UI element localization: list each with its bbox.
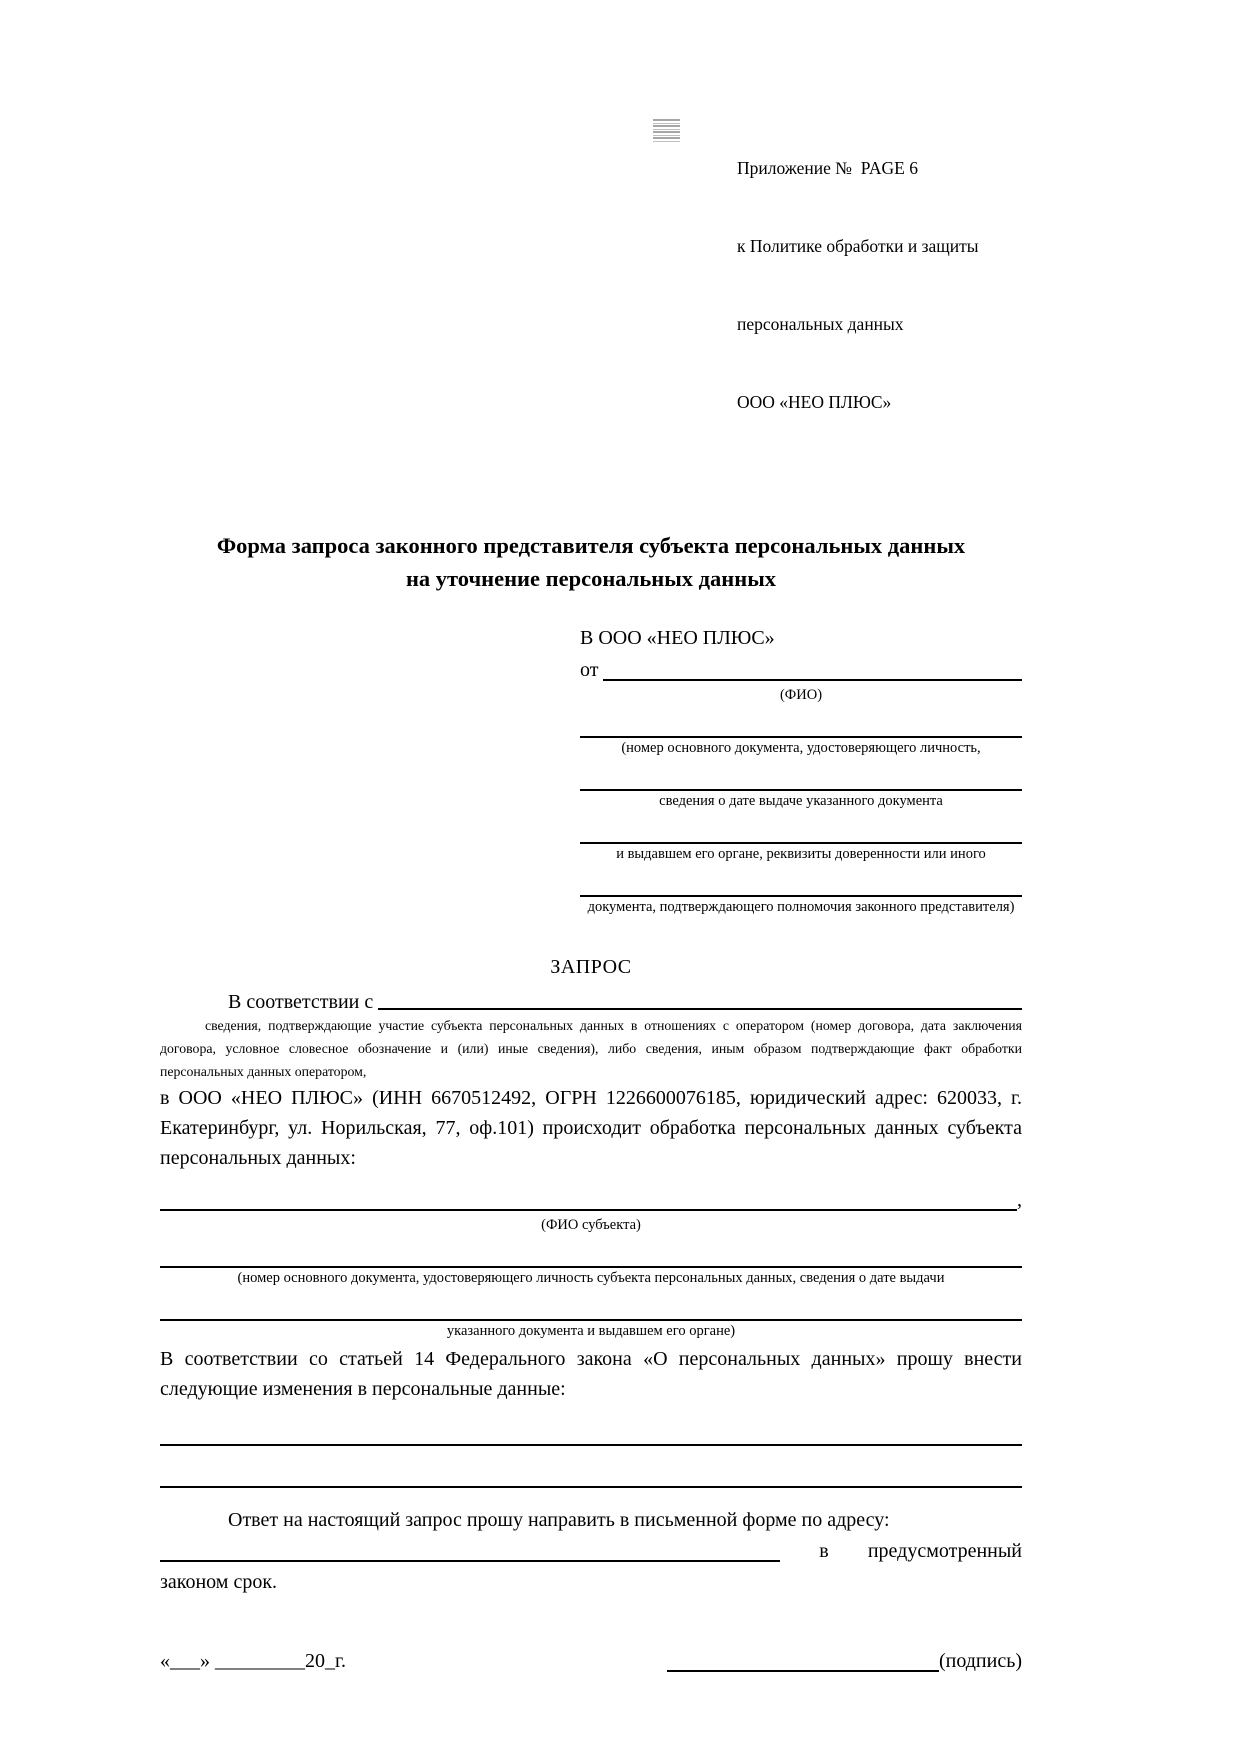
request-heading: ЗАПРОС [550,956,632,978]
signature-group [667,1646,1022,1676]
addressee-to: В ООО «НЕО ПЛЮС» [580,627,775,649]
appendix-line: ООО «НЕО ПЛЮС» [737,392,892,412]
fio-caption: (ФИО) [779,687,823,703]
field-caption: (номер основного документа, удостоверяющего личность, [621,740,981,756]
subject-field-group [160,1293,1022,1340]
blank-line [580,869,1022,897]
date-line: «___» _________20_г. [160,1650,346,1672]
appendix-line: Приложение № PAGE 6 [737,158,918,178]
document-title-line-2: на уточнение персональных данных [405,566,777,591]
field-caption: сведения о дате выдаче указанного документа [659,793,943,809]
blank-line [160,1446,1022,1488]
addressee-block [580,621,1022,916]
document-title-line-1: Форма запроса законного представителя субъекта персональных данных [216,533,966,558]
signature-blank-line [667,1670,939,1672]
fine-print-note: сведения, подтверждающие участие субъекта персональных данных в отношениях с оператором (номер договора, дата заключения договора, условное словесное обозначение и (или) иные сведения), либо сведения, иным образом подтверждающие факт обработки персональных данных оператором, [160,1018,1022,1079]
reply-address-row [160,1536,1022,1566]
intro-row [160,991,1022,1014]
representative-field-group [580,763,1022,810]
intro-prefix: В соответствии с [228,991,379,1013]
blank-line [580,763,1022,791]
appendix-header [737,103,1022,467]
from-field-row [580,655,1022,685]
blank-line [580,816,1022,844]
blank-line [160,1240,1022,1268]
blank-line [160,1404,1022,1446]
signature-caption: (подпись) [938,1650,1022,1672]
field-caption: документа, подтверждающего полномочия законного представителя) [587,899,1015,915]
intro-blank-line [378,1008,1022,1010]
reply-word-v: в [819,1540,829,1562]
subject-field-group [160,1240,1022,1287]
document-title [160,529,1022,595]
blank-line [580,710,1022,738]
blank-line [160,1293,1022,1321]
amendment-blank-lines [160,1404,1022,1488]
amendment-paragraph: В соответствии со статьей 14 Федерального закона «О персональных данных» прошу внести следующие изменения в персональные данные: [160,1348,1022,1400]
field-caption: и выдавшем его органе, реквизиты доверенности или иного [616,846,986,862]
representative-field-group [580,816,1022,863]
subject-fio-row [160,1185,1022,1215]
reply-sentence: Ответ на настоящий запрос прошу направить в письменной форме по адресу: [228,1509,890,1531]
subject-caption: (номер основного документа, удостоверяющего личность субъекта персональных данных, сведения о дате выдачи [237,1270,945,1286]
appendix-line: к Политике обработки и защиты [737,236,979,256]
from-blank-line [603,679,1022,681]
appendix-line: персональных данных [737,314,904,334]
subject-fio-blank-line [160,1209,1017,1211]
representative-field-group [580,869,1022,916]
subject-caption: указанного документа и выдавшем его органе) [446,1323,736,1339]
reply-address-blank-line [160,1560,780,1562]
representative-field-group [580,710,1022,757]
from-label: от [580,659,604,681]
reply-word-predusmotrenny: предусмотренный [867,1540,1022,1562]
operator-paragraph: в ООО «НЕО ПЛЮС» (ИНН 6670512492, ОГРН 1226600076185, юридический адрес: 620033, г. Екатеринбург, ул. Норильская, 77, оф.101) происходит обработка персональных данных субъекта персональных данных: [160,1087,1022,1169]
reply-tail: законом срок. [160,1571,278,1593]
field-code-artifact [653,119,680,142]
footer-row [160,1646,1022,1676]
subject-caption: (ФИО субъекта) [541,1217,641,1233]
subject-line-comma: , [1017,1189,1022,1211]
